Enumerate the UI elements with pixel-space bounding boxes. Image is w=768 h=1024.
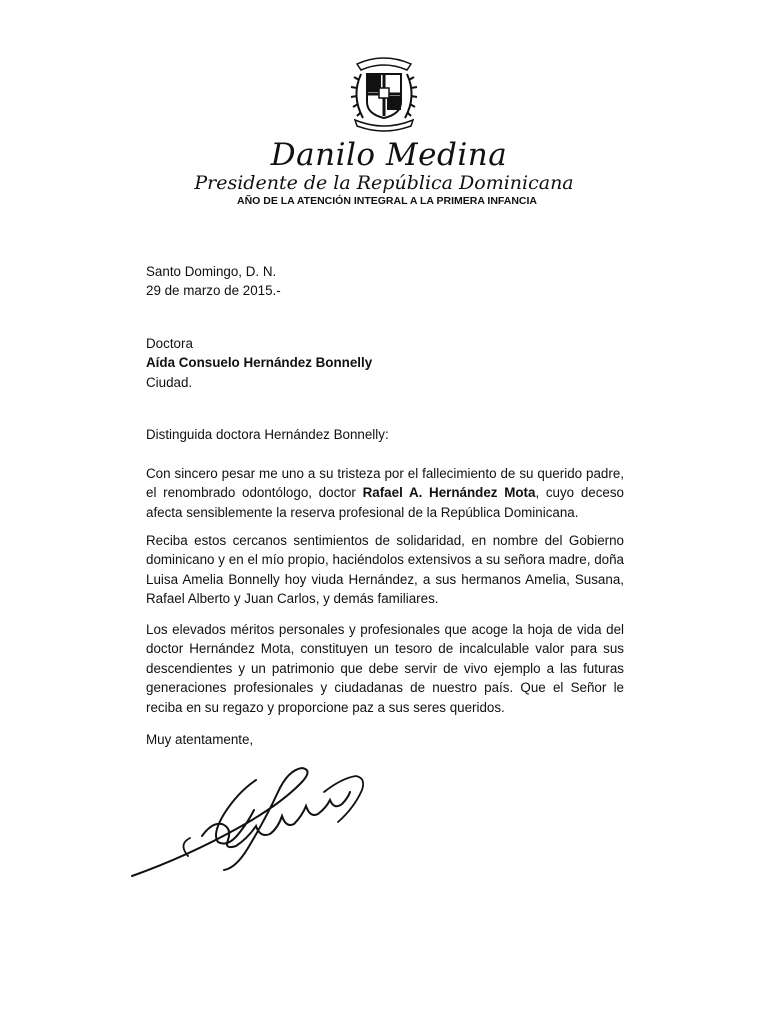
letter-place: Santo Domingo, D. N. [146,264,277,279]
letter-date: 29 de marzo de 2015.- [146,283,281,299]
recipient-title: Doctora [146,336,193,351]
letterhead-year-motto: AÑO DE LA ATENCIÓN INTEGRAL A LA PRIMERA INFANCIA [236,195,538,207]
paragraph-condolence [146,464,624,522]
paragraph-1-text-a: Con sincero pesar me uno a su tristeza por el fallecimiento de su querido padre, el renombrado odontólogo, doctor [146,466,624,501]
deceased-name: Rafael A. Hernández Mota [362,485,536,501]
closing: Muy atentamente, [146,732,254,747]
paragraph-solidarity: Reciba estos cercanos sentimientos de solidaridad, en nombre del Gobierno dominicano y en el mío propio, haciéndolos extensivos a su señora madre, doña Luisa Amelia Bonnelly hoy viuda Hernández, a sus hermanos Amelia, Susana, Rafael Alberto y Juan Carlos, y demás familiares. [146,533,624,607]
paragraph-1-text-b: , cuyo deceso afecta sensiblemente la reserva profesional de la República Dominicana. [146,485,624,520]
paragraph-merits: Los elevados méritos personales y profesionales que acoge la hoja de vida del doctor Hernández Mota, constituyen un tesoro de incalculable valor para sus descendientes y un patrimonio que debe servir de vivo ejemplo a las futuras generaciones profesionales y ciudadanas de nuestro país. Que el Señor le reciba en su regazo y proporcione paz a sus seres queridos. [146,622,624,715]
letterhead-name: Danilo Medina [270,137,508,173]
place-date-block [146,262,624,301]
letterhead-office: Presidente de la República Dominicana [194,172,574,194]
recipient-block [146,334,624,392]
coat-of-arms-icon [347,52,421,134]
handwritten-signature-icon [128,752,368,892]
letterhead [0,52,768,208]
recipient-name: Aída Consuelo Hernández Bonnelly [146,355,373,371]
salutation: Distinguida doctora Hernández Bonnelly: [146,427,389,442]
recipient-city: Ciudad. [146,374,193,390]
